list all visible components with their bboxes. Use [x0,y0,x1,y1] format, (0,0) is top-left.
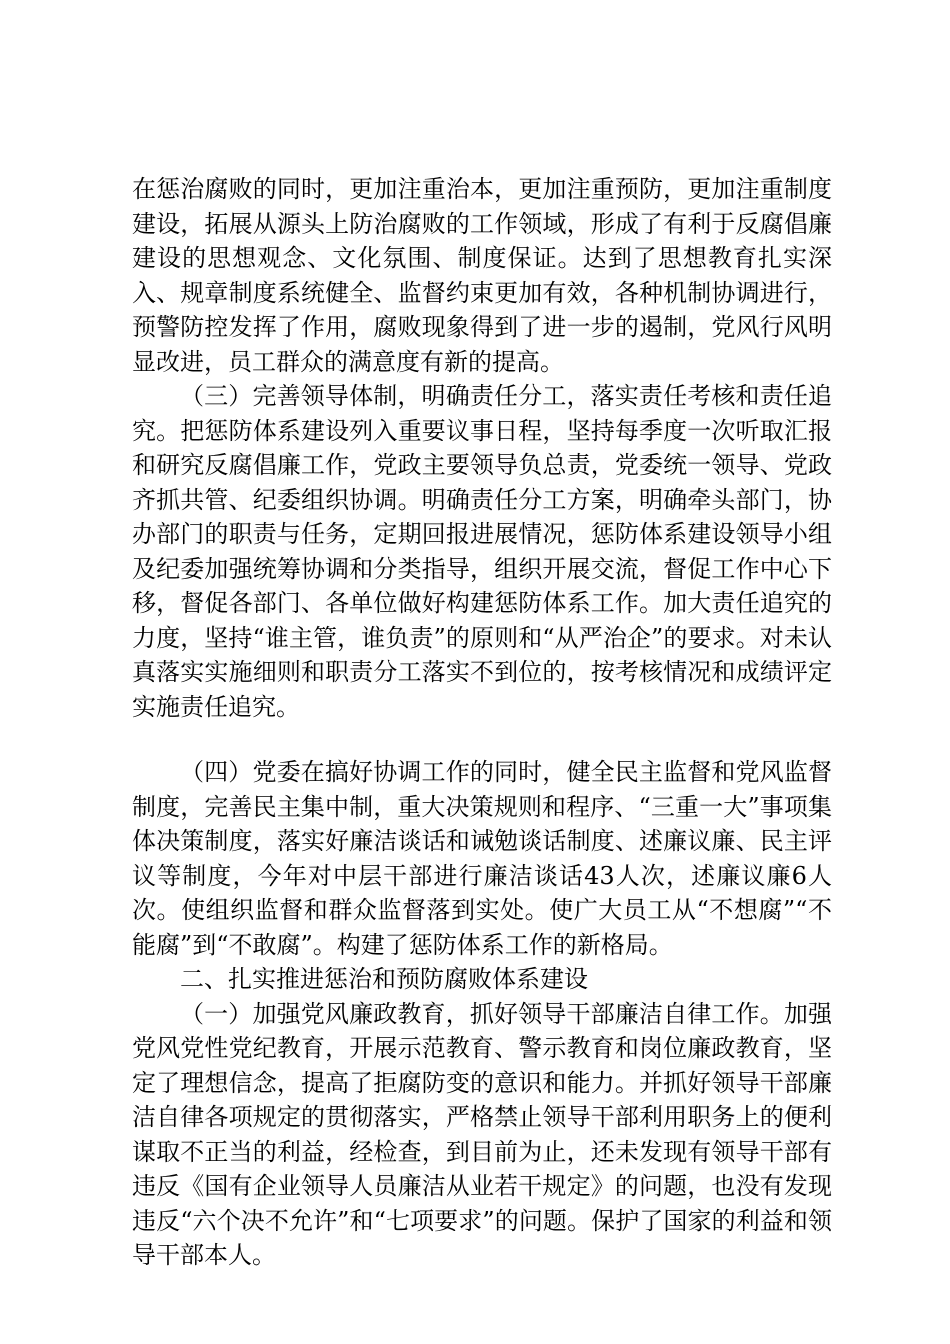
document-body [132,172,832,1273]
paragraph-section-3: （三）完善领导体制，明确责任分工，落实责任考核和责任追究。把惩防体系建设列入重要议事日程，坚持每季度一次听取汇报和研究反腐倡廉工作，党政主要领导负总责，党委统一领导、党政齐抓共管、纪委组织协调。明确责任分工方案，明确牵头部门，协办部门的职责与任务，定期回报进展情况，惩防体系建设领导小组及纪委加强统筹协调和分类指导，组织开展交流，督促工作中心下移，督促各部门、各单位做好构建惩防体系工作。加大责任追究的力度，坚持“谁主管，谁负责”的原则和“从严治企”的要求。对未认真落实实施细则和职责分工落实不到位的，按考核情况和成绩评定实施责任追究。 [132,382,832,721]
paragraph-subsection-1: （一）加强党风廉政教育，抓好领导干部廉洁自律工作。加强党风党性党纪教育，开展示范教育、警示教育和岗位廉政教育，坚定了理想信念，提高了拒腐防变的意识和能力。并抓好领导干部廉洁自律各项规定的贯彻落实，严格禁止领导干部利用职务上的便利谋取不正当的利益，经检查，到目前为止，还未发现有领导干部有违反《国有企业领导人员廉洁从业若干规定》的问题，也没有发现违反“六个决不允许”和“七项要求”的问题。保护了国家的利益和领导干部本人。 [132,999,832,1269]
paragraph-continuation: 在惩治腐败的同时，更加注重治本，更加注重预防，更加注重制度建设，拓展从源头上防治腐败的工作领域，形成了有利于反腐倡廉建设的思想观念、文化氛围、制度保证。达到了思想教育扎实深入、规章制度系统健全、监督约束更加有效，各种机制协调进行，预警防控发挥了作用，腐败现象得到了进一步的遏制，党风行风明显改进，员工群众的满意度有新的提高。 [132,175,832,376]
paragraph-section-4: （四）党委在搞好协调工作的同时，健全民主监督和党风监督制度，完善民主集中制，重大决策规则和程序、“三重一大”事项集体决策制度，落实好廉洁谈话和诫勉谈话制度、述廉议廉、民主评议等制度，今年对中层干部进行廉洁谈话43人次，述廉议廉6人次。使组织监督和群众监督落到实处。使广大员工从“不想腐”“不能腐”到“不敢腐”。构建了惩防体系工作的新格局。 [132,758,832,959]
paragraph-spacer [132,724,832,755]
section-heading-2: 二、扎实推进惩治和预防腐败体系建设 [180,965,588,993]
